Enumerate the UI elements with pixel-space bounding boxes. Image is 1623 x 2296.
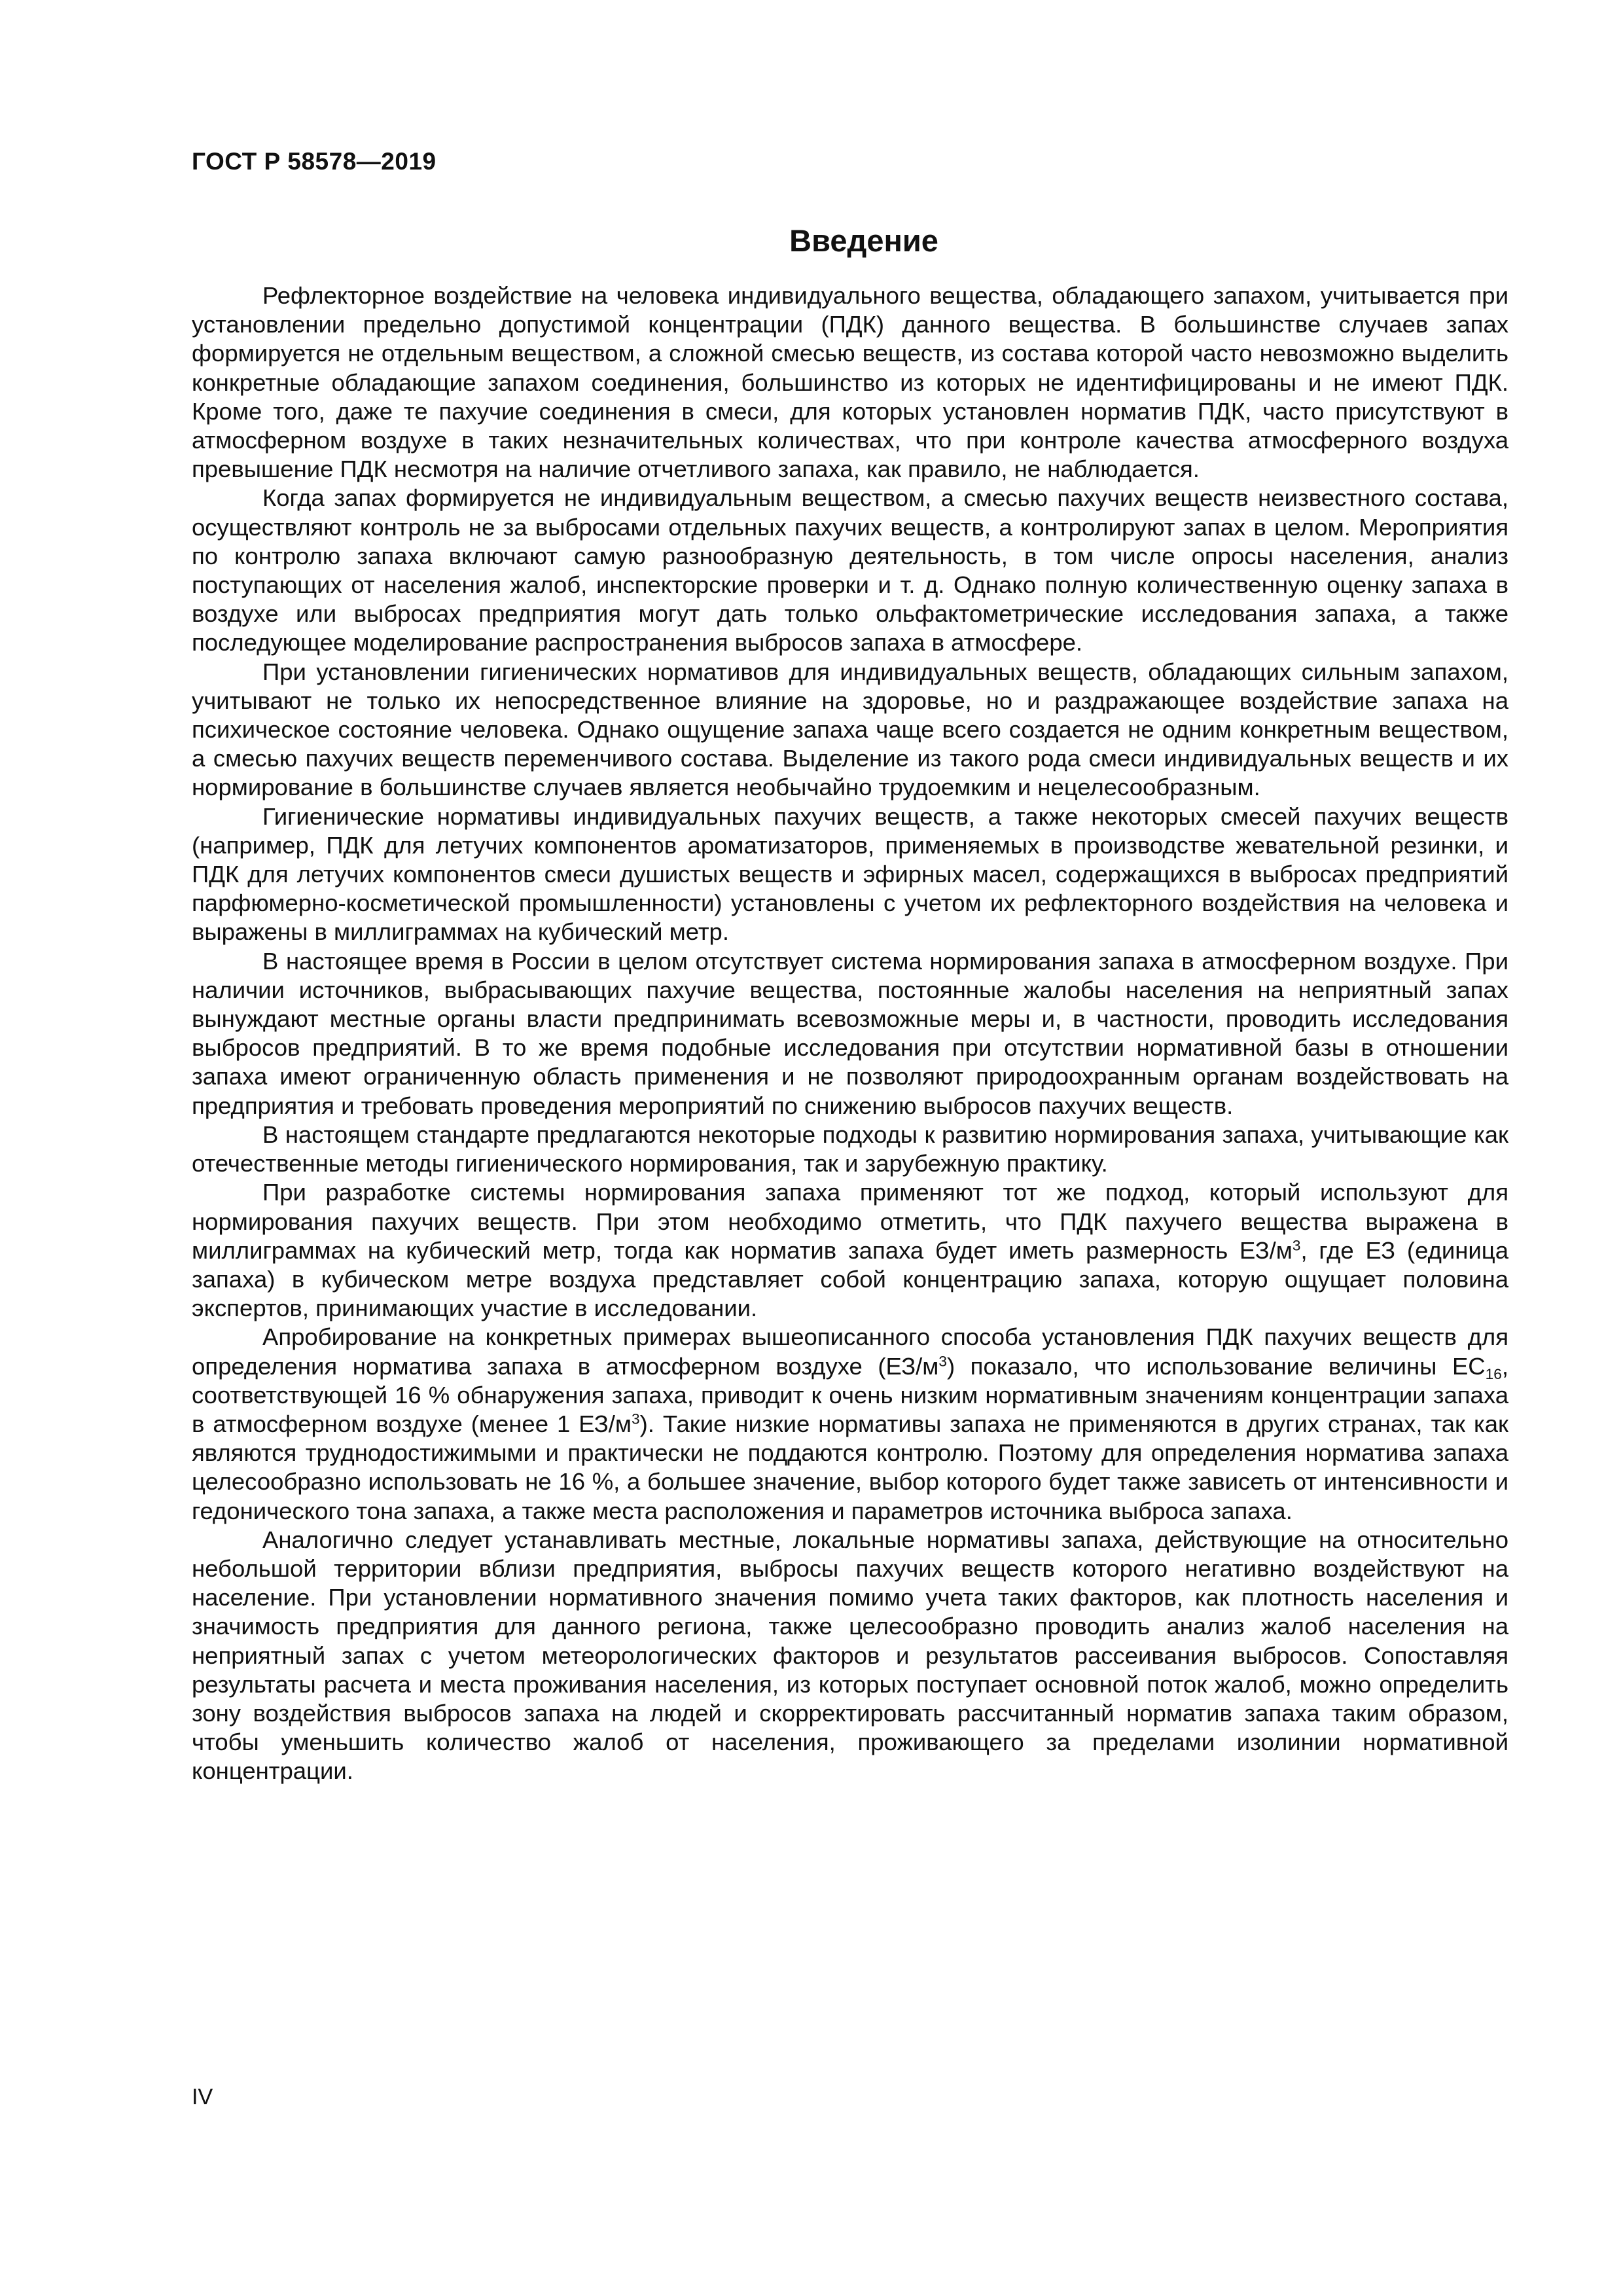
- paragraph-6: [192, 1121, 1508, 1178]
- paragraph-2-text: Когда запах формируется не индивидуальным веществом, а смесью пахучих веществ неизвестного состава, осуществляют контроль не за выбросами отдельных пахучих веществ, а контролируют запах в целом. Мероприятия по контролю запаха включают самую разнообразную деятельность, в том числе опросы населения, анализ поступающих от населения жалоб, инспекторские проверки и т. д. Однако полную количественную оценку запаха в воздухе или выбросах предприятия могут дать только ольфактометрические исследования запаха, а также последующее моделирование распространения выбросов запаха в атмосфере.: [192, 484, 1508, 656]
- paragraph-7-text-a: При разработке системы нормирования запаха применяют тот же подход, который используют для нормирования пахучих веществ. При этом необходимо отметить, что ПДК пахучего вещества выражена в миллиграммах на кубический метр, тогда как норматив запаха будет иметь размерность ЕЗ/м: [192, 1179, 1508, 1264]
- paragraph-9: [192, 1526, 1508, 1786]
- subscript-16: 16: [1485, 1365, 1502, 1382]
- paragraph-4-text: Гигиенические нормативы индивидуальных пахучих веществ, а также некоторых смесей пахучих веществ (например, ПДК для летучих компонентов ароматизаторов, применяемых в производстве жевательной резинки, и ПДК для летучих компонентов смеси душистых веществ и эфирных масел, содержащихся в выбросах предприятий парфюмерно-косметической промышленности) установлены с учетом их рефлекторного воздействия на человека и выражены в миллиграммах на кубический метр.: [192, 802, 1508, 946]
- section-title: Введение: [789, 223, 938, 258]
- paragraph-8-text-c: , соответствующей 16 % обнаружения запаха, приводит к очень низким нормативным значениям концентрации запаха в атмосферном воздухе (менее 1 ЕЗ/м: [192, 1352, 1508, 1437]
- paragraph-5-text: В настоящее время в России в целом отсутствует система нормирования запаха в атмосферном воздухе. При наличии источников, выбрасывающих пахучие вещества, постоянные жалобы населения на неприятный запах вынуждают местные органы власти предпринимать всевозможные меры и, в частности, проводить исследования выбросов предприятий. В то же время подобные исследования при отсутствии нормативной базы в отношении запаха имеют ограниченную область применения и не позволяют природоохранным органам воздействовать на предприятия и требовать проведения мероприятий по снижению выбросов пахучих веществ.: [192, 947, 1508, 1119]
- document-code: ГОСТ Р 58578—2019: [192, 148, 437, 175]
- paragraph-8-text-a: Апробирование на конкретных примерах вышеописанного способа установления ПДК пахучих веществ для определения норматива запаха в атмосферном воздухе (ЕЗ/м: [192, 1323, 1508, 1380]
- paragraph-5: [192, 947, 1508, 1121]
- paragraph-3-text: При установлении гигиенических нормативов для индивидуальных веществ, обладающих сильным запахом, учитывают не только их непосредственное влияние на здоровье, но и раздражающее воздействие запаха на психическое состояние человека. Однако ощущение запаха чаще всего создается не одним конкретным веществом, а смесью пахучих веществ переменчивого состава. Выделение из такого рода смеси индивидуальных веществ и их нормирование в большинстве случаев является необычайно трудоемким и нецелесообразным.: [192, 658, 1508, 801]
- paragraph-9-text: Аналогично следует устанавливать местные, локальные нормативы запаха, действующие на относительно небольшой территории вблизи предприятия, выбросы пахучих веществ которого негативно воздействуют на население. При установлении нормативного значения помимо учета таких факторов, как плотность населения и значимость предприятия для данного региона, также целесообразно проводить анализ жалоб населения на неприятный запах с учетом метеорологических факторов и результатов рассеивания выбросов. Сопоставляя результаты расчета и места проживания населения, из которых поступает основной поток жалоб, можно определить зону воздействия выбросов запаха на людей и скорректировать рассчитанный норматив запаха таким образом, чтобы уменьшить количество жалоб от населения, проживающего за пределами изолинии нормативной концентрации.: [192, 1526, 1508, 1785]
- body-text: [192, 281, 1508, 1786]
- paragraph-4: [192, 802, 1508, 947]
- paragraph-8: [192, 1323, 1508, 1525]
- paragraph-3: [192, 658, 1508, 802]
- paragraph-6-text: В настоящем стандарте предлагаются некоторые подходы к развитию нормирования запаха, учитывающие как отечественные методы гигиенического нормирования, так и зарубежную практику.: [192, 1121, 1508, 1177]
- paragraph-1: [192, 281, 1508, 484]
- superscript-3: 3: [1292, 1237, 1301, 1254]
- page-number: IV: [192, 2085, 213, 2109]
- superscript-3: 3: [938, 1353, 947, 1370]
- paragraph-7-text-b: , где ЕЗ (единица запаха) в кубическом метре воздуха представляет собой концентрацию запаха, которую ощущает половина экспертов, принимающих участие в исследовании.: [192, 1236, 1508, 1322]
- paragraph-8-text-d: ). Такие низкие нормативы запаха не применяются в других странах, так как являются труднодостижимыми и практически не поддаются контролю. Поэтому для определения норматива запаха целесообразно использовать не 16 %, а большее значение, выбор которого будет также зависеть от интенсивности и гедонического тона запаха, а также места расположения и параметров источника выброса запаха.: [192, 1410, 1508, 1524]
- paragraph-1-text: Рефлекторное воздействие на человека индивидуального вещества, обладающего запахом, учитывается при установлении предельно допустимой концентрации (ПДК) данного вещества. В большинстве случаев запах формируется не отдельным веществом, а сложной смесью веществ, из состава которой часто невозможно выделить конкретные обладающие запахом соединения, большинство из которых не идентифицированы и не имеют ПДК. Кроме того, даже те пахучие соединения в смеси, для которых установлен норматив ПДК, часто присутствуют в атмосферном воздухе в таких незначительных количествах, что при контроле качества атмосферного воздуха превышение ПДК несмотря на наличие отчетливого запаха, как правило, не наблюдается.: [192, 282, 1508, 483]
- superscript-3: 3: [632, 1410, 640, 1427]
- paragraph-2: [192, 484, 1508, 657]
- paragraph-8-text-b: ) показало, что использование величины ЕС: [946, 1352, 1486, 1380]
- paragraph-7: [192, 1178, 1508, 1323]
